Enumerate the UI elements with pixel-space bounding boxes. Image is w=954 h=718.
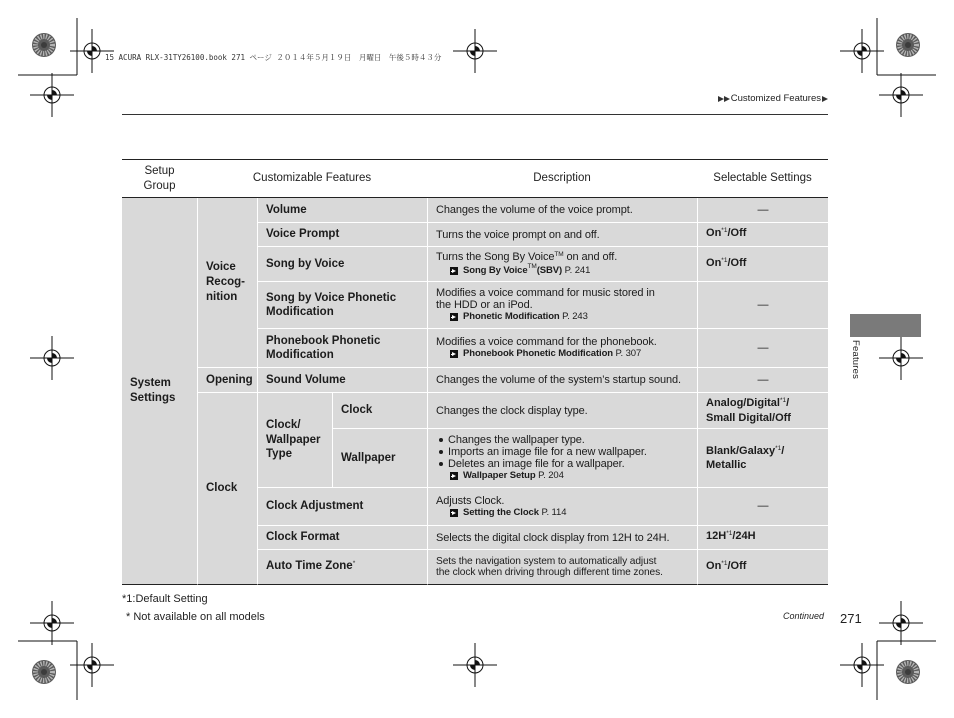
setting-line: [706, 397, 822, 412]
description-line: Modifies a voice command for music stored in: [436, 287, 655, 299]
setting-other: /24H: [732, 530, 756, 543]
header-rule: [122, 114, 828, 115]
cross-reference-icon: [450, 350, 458, 358]
reference-title[interactable]: Setting the Clock: [463, 506, 539, 518]
footnote-marker: *1: [775, 444, 782, 452]
feature-setting: [697, 392, 828, 428]
color-dial-top-left: [32, 33, 56, 57]
reference-title[interactable]: (SBV): [536, 265, 563, 276]
setting-default: On: [706, 227, 722, 240]
feature-setting: —: [697, 198, 828, 222]
color-dial-bottom-right: [896, 660, 920, 684]
header-setup-group-line: Setup: [144, 165, 175, 177]
feature-name: Song by Voice: [257, 246, 427, 281]
color-dial-top-right: [896, 33, 920, 57]
setting-line: [706, 445, 822, 460]
feature-description: [427, 222, 697, 246]
breadcrumb-arrow-icon: [724, 96, 730, 102]
setting-options: /: [786, 397, 790, 409]
feature-name: Clock Adjustment: [257, 487, 427, 525]
header-setup-group: [122, 159, 197, 198]
subgroup-label-line: Type: [266, 448, 292, 461]
feature-description: [427, 367, 697, 392]
registration-mark: [30, 336, 74, 380]
breadcrumb[interactable]: [718, 93, 828, 104]
description-text: [436, 251, 691, 265]
trademark-marker: TM: [527, 263, 537, 270]
registration-mark: [840, 643, 884, 687]
cross-reference-icon: [450, 313, 458, 321]
description-line: the clock when driving through different time zones.: [436, 567, 663, 578]
description-text: Modifies a voice command for the phonebook.: [436, 336, 657, 348]
footnote-marker: *1: [779, 397, 787, 404]
setting-line: Small Digital/Off: [706, 411, 791, 424]
feature-setting: [697, 428, 828, 487]
feature-name: Wallpaper: [332, 428, 427, 487]
setting-options: Analog/Digital: [706, 397, 780, 409]
bullet-icon: [439, 462, 443, 466]
setup-group-system-settings: System Settings: [122, 198, 197, 585]
description-part: Turns the Song By Voice: [436, 251, 555, 263]
feature-setting: —: [697, 367, 828, 392]
registration-mark: [879, 601, 923, 645]
reference-title[interactable]: Song By Voice: [463, 265, 528, 276]
footnote-marker: *1: [726, 530, 733, 538]
table-header-row: [122, 159, 828, 198]
print-header: 15 ACURA RLX-31TY26100.book 271 ページ ２０１４年５月１９日 月曜日 午後５時４３分: [105, 53, 442, 62]
feature-description: [427, 328, 697, 367]
section-tab-label: Features: [850, 340, 861, 380]
feature-setting: [697, 549, 828, 585]
cross-reference-link[interactable]: [450, 507, 691, 519]
cross-reference-icon: [450, 509, 458, 517]
reference-title[interactable]: Wallpaper Setup: [463, 470, 536, 481]
cross-reference-link[interactable]: [450, 470, 691, 482]
group-label-line: nition: [206, 291, 238, 303]
table-row: [122, 392, 828, 428]
registration-mark: [30, 601, 74, 645]
crop-mark-bottom-left: [18, 641, 77, 700]
cross-reference-link[interactable]: [450, 265, 691, 277]
feature-setting: [697, 222, 828, 246]
registration-mark: [453, 29, 497, 73]
feature-name: Sound Volume: [257, 367, 427, 392]
trademark-marker: TM: [554, 251, 564, 258]
header-customizable-features: Customizable Features: [197, 159, 427, 198]
description-text: Changes the clock display type.: [436, 404, 588, 417]
bullet-text: Imports an image file for a new wallpaper.: [448, 446, 647, 458]
feature-name-text: Auto Time Zone: [266, 559, 353, 572]
registration-mark: [879, 73, 923, 117]
section-tab: [850, 314, 921, 337]
footnote-marker: *1: [721, 256, 728, 264]
setting-other: /Off: [727, 559, 747, 572]
registration-mark: [453, 643, 497, 687]
group-clock: Clock: [197, 392, 257, 585]
bullet-item: [436, 434, 691, 446]
feature-description: [427, 525, 697, 549]
registration-mark: [70, 643, 114, 687]
cross-reference-link[interactable]: [450, 311, 691, 323]
description-text: Adjusts Clock.: [436, 494, 505, 507]
bullet-item: [436, 446, 691, 458]
setting-default: On: [706, 256, 722, 269]
registration-mark: [30, 73, 74, 117]
setting-other: /Off: [727, 227, 747, 240]
bullet-text: Changes the wallpaper type.: [448, 434, 585, 446]
feature-setting: [697, 525, 828, 549]
setting-options: /: [781, 444, 785, 457]
group-label-line: Recog-: [206, 276, 245, 288]
cross-reference-icon: [450, 472, 458, 480]
description-text: Changes the volume of the system’s startup sound.: [436, 374, 681, 386]
feature-name: [257, 549, 427, 585]
subgroup-label-line: Wallpaper: [266, 433, 321, 446]
subgroup-label-line: Clock/: [266, 419, 301, 432]
group-label-line: Voice: [206, 261, 236, 273]
reference-page[interactable]: P. 204: [535, 470, 564, 481]
feature-name: Song by Voice Phonetic Modification: [257, 281, 427, 328]
feature-description: [427, 428, 697, 487]
feature-setting: —: [697, 487, 828, 525]
continued-label: Continued: [783, 611, 825, 621]
feature-name: Clock: [332, 392, 427, 428]
footnote-availability: * Not available on all models: [126, 611, 265, 623]
crop-mark-bottom-right: [877, 641, 936, 700]
bullet-icon: [439, 450, 443, 454]
setting-default: 12H: [706, 530, 727, 543]
setting-line: Metallic: [706, 459, 747, 471]
cross-reference-icon: [450, 267, 458, 275]
feature-description: [427, 198, 697, 222]
customizable-features-table: [122, 159, 828, 585]
feature-setting: —: [697, 328, 828, 367]
setting-default: On: [706, 559, 722, 572]
feature-name: Volume: [257, 198, 427, 222]
page-number: 271: [840, 611, 862, 626]
table-row: [122, 198, 828, 222]
header-description: Description: [427, 159, 697, 198]
reference-page[interactable]: P. 243: [559, 311, 588, 322]
registration-mark: [840, 29, 884, 73]
header-setup-group-line: Group: [143, 179, 176, 192]
crop-mark-top-left: [18, 18, 77, 75]
color-dial-bottom-left: [32, 660, 56, 684]
feature-description: [427, 487, 697, 525]
feature-description: [427, 246, 697, 281]
description-text: Changes the volume of the voice prompt.: [436, 204, 633, 216]
feature-setting: —: [697, 281, 828, 328]
footnote-marker: *1: [721, 227, 728, 235]
reference-title[interactable]: Phonebook Phonetic Modification: [463, 348, 613, 359]
feature-name: Clock Format: [257, 525, 427, 549]
description-line: the HDD or an iPod.: [436, 299, 533, 311]
reference-page[interactable]: P. 307: [612, 348, 642, 359]
reference-page[interactable]: P. 114: [538, 506, 567, 518]
bullet-text: Deletes an image file for a wallpaper.: [448, 458, 625, 470]
feature-description: [427, 392, 697, 428]
feature-description: [427, 281, 697, 328]
reference-title[interactable]: Phonetic Modification: [463, 311, 560, 322]
table-row: [122, 367, 828, 392]
subgroup-clock-wallpaper-type: [257, 392, 332, 487]
breadcrumb-label[interactable]: Customized Features: [730, 93, 821, 104]
crop-mark-top-right: [877, 18, 936, 75]
registration-mark: [70, 29, 114, 73]
footnote-default-setting: *1:Default Setting: [122, 593, 208, 605]
group-voice-recognition: [197, 198, 257, 367]
breadcrumb-arrow-icon: [822, 96, 828, 102]
description-line: Sets the navigation system to automatically adjust: [436, 555, 657, 567]
header-selectable-settings: Selectable Settings: [697, 159, 828, 198]
availability-marker: *: [352, 559, 356, 567]
feature-name: Phonebook Phonetic Modification: [257, 328, 427, 367]
group-opening: Opening: [197, 367, 257, 392]
reference-page[interactable]: P. 241: [562, 265, 591, 276]
setting-other: /Off: [727, 256, 747, 269]
cross-reference-link[interactable]: [450, 348, 691, 360]
feature-setting: [697, 246, 828, 281]
registration-mark: [879, 336, 923, 380]
feature-name: Voice Prompt: [257, 222, 427, 246]
description-text: Turns the voice prompt on and off.: [436, 228, 600, 241]
bullet-icon: [439, 438, 443, 442]
setting-options: Blank/Galaxy: [706, 444, 776, 457]
description-text: Selects the digital clock display from 12H to 24H.: [436, 531, 670, 544]
footnote-marker: *1: [721, 559, 728, 567]
bullet-item: [436, 458, 691, 470]
feature-description: [427, 549, 697, 585]
description-part: on and off.: [563, 251, 618, 263]
